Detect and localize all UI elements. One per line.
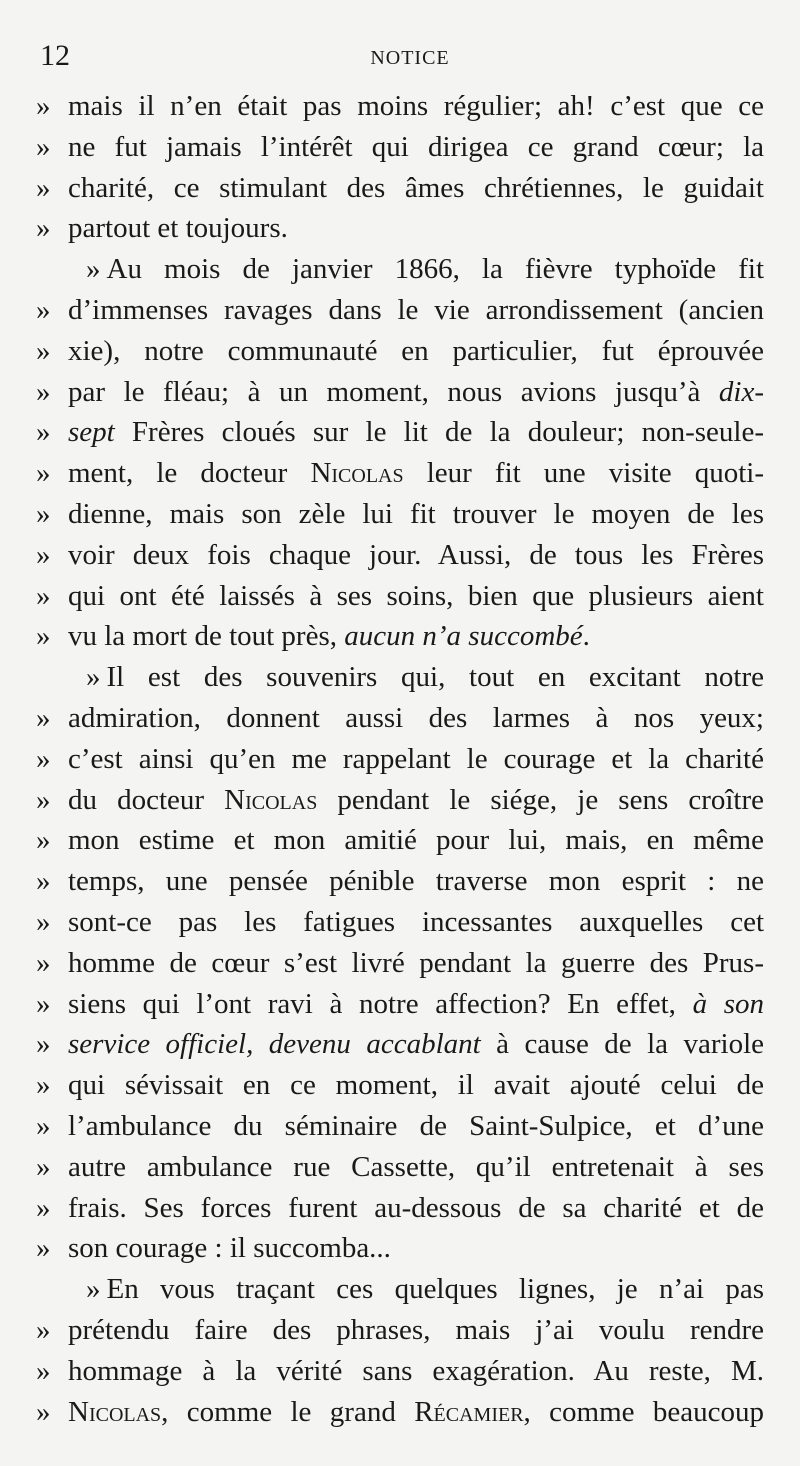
quote-mark: »: [36, 742, 51, 775]
quote-mark: »: [36, 538, 51, 571]
quote-mark: »: [36, 1313, 51, 1346]
quote-mark: »: [36, 1109, 51, 1142]
text-run: mon estime et mon amitié pour lui, mais, en même: [68, 824, 764, 857]
text-run: qui sévissait en ce moment, il avait ajouté celui de: [68, 1069, 764, 1102]
quote-mark: »: [36, 457, 51, 490]
quote-mark: »: [36, 946, 51, 979]
text-line: [36, 208, 764, 249]
text-run: son courage : il succomba...: [68, 1232, 391, 1265]
quote-mark: »: [36, 865, 51, 898]
text-line: [36, 1147, 764, 1188]
text-line: [36, 902, 764, 943]
text-line: [36, 820, 764, 861]
text-run: Frères cloués sur le lit de la douleur; non-seule-: [114, 416, 764, 449]
text-line: [36, 412, 764, 453]
text-run: partout et toujours.: [68, 212, 288, 245]
text-run: xie), notre communauté en particulier, fut éprouvée: [68, 334, 764, 367]
text-line: [36, 331, 764, 372]
quote-mark: »: [36, 1354, 51, 1387]
text-run: c’est ainsi qu’en me rappelant le courage et la charité: [68, 742, 764, 775]
text-line: [36, 1351, 764, 1392]
text-line: [36, 86, 764, 127]
italic-text: service officiel, devenu accablant: [68, 1028, 481, 1061]
quote-mark: »: [36, 212, 51, 245]
text-run: pendant le siége, je sens croître: [317, 783, 764, 816]
text-line: [36, 861, 764, 902]
quote-mark: »: [36, 293, 51, 326]
italic-text: sept: [68, 416, 115, 449]
text-line: [36, 984, 764, 1025]
quote-mark: »: [36, 1232, 51, 1265]
text-run: l’ambulance du séminaire de Saint-Sulpice, et d’une: [68, 1109, 764, 1142]
text-run: frais. Ses forces furent au-dessous de sa charité et de: [68, 1191, 764, 1224]
text-line: [36, 780, 764, 821]
text-run: siens qui l’ont ravi à notre affection? En effet,: [68, 987, 693, 1020]
text-line: [36, 290, 764, 331]
small-caps-name: Récamier: [414, 1395, 524, 1428]
page-number: 12: [40, 39, 70, 72]
quote-mark: »: [36, 416, 51, 449]
text-run: temps, une pensée pénible traverse mon esprit : ne: [68, 865, 764, 898]
text-line: [36, 739, 764, 780]
text-run: Il est des souvenirs qui, tout en excitant notre: [106, 661, 764, 694]
quote-mark: »: [36, 334, 51, 367]
text-line: [36, 453, 764, 494]
text-line: [36, 535, 764, 576]
quote-mark: »: [86, 661, 101, 694]
text-run: En vous traçant ces quelques lignes, je n’ai pas: [106, 1273, 764, 1306]
text-run: vu la mort de tout près,: [68, 620, 345, 653]
text-run: ne fut jamais l’intérêt qui dirigea ce grand cœur; la: [68, 130, 764, 163]
text-run: sont-ce pas les fatigues incessantes auxquelles cet: [68, 905, 764, 938]
text-run: hommage à la vérité sans exagération. Au reste, M.: [68, 1354, 764, 1387]
text-line: [36, 249, 764, 290]
quote-mark: »: [86, 1273, 101, 1306]
text-line: [36, 494, 764, 535]
text-line: [36, 616, 764, 657]
quote-mark: »: [36, 905, 51, 938]
text-run: admiration, donnent aussi des larmes à nos yeux;: [68, 701, 764, 734]
text-run: autre ambulance rue Cassette, qu’il entretenait à ses: [68, 1150, 764, 1183]
small-caps-name: Nicolas: [224, 783, 318, 816]
text-line: [36, 1269, 764, 1310]
text-line: [36, 1188, 764, 1229]
text-line: [36, 127, 764, 168]
quote-mark: »: [86, 253, 101, 286]
text-line: [36, 1106, 764, 1147]
text-run: à cause de la variole: [480, 1028, 764, 1061]
text-run: charité, ce stimulant des âmes chrétiennes, le guidait: [68, 171, 764, 204]
text-run: mais il n’en était pas moins régulier; ah! c’est que ce: [68, 90, 764, 122]
quote-mark: »: [36, 1191, 51, 1224]
text-run: par le fléau; à un moment, nous avions jusqu’à: [68, 375, 719, 408]
text-line: [36, 168, 764, 209]
text-run: voir deux fois chaque jour. Aussi, de tous les Frères: [68, 538, 764, 571]
quote-mark: »: [36, 171, 51, 204]
text-line: [36, 698, 764, 739]
quote-mark: »: [36, 90, 51, 122]
body-text: [36, 86, 764, 1432]
text-run: prétendu faire des phrases, mais j’ai voulu rendre: [68, 1313, 764, 1346]
text-line: [36, 576, 764, 617]
quote-mark: »: [36, 1150, 51, 1183]
text-run: , comme beaucoup: [523, 1395, 764, 1428]
text-run: Au mois de janvier 1866, la fièvre typhoïde fit: [106, 253, 764, 286]
page-header: [40, 36, 760, 76]
text-run: homme de cœur s’est livré pendant la guerre des Prus-: [68, 946, 764, 979]
italic-text: à son: [692, 987, 764, 1020]
text-line: [36, 657, 764, 698]
text-line: [36, 1065, 764, 1106]
text-line: [36, 1024, 764, 1065]
quote-mark: »: [36, 130, 51, 163]
quote-mark: »: [36, 497, 51, 530]
text-line: [36, 372, 764, 413]
text-run: du docteur: [68, 783, 225, 816]
quote-mark: »: [36, 620, 51, 653]
text-run: qui ont été laissés à ses soins, bien que plusieurs aient: [68, 579, 764, 612]
text-line: [36, 1392, 764, 1433]
running-title: NOTICE: [370, 47, 450, 69]
italic-text: aucun n’a succombé: [344, 620, 583, 653]
text-run: dienne, mais son zèle lui fit trouver le moyen de les: [68, 497, 764, 530]
quote-mark: »: [36, 783, 51, 816]
text-line: [36, 1228, 764, 1269]
text-line: [36, 1310, 764, 1351]
small-caps-name: Nicolas: [68, 1395, 162, 1428]
text-run: , comme le grand: [161, 1395, 415, 1428]
quote-mark: »: [36, 987, 51, 1020]
text-run: .: [582, 620, 590, 653]
quote-mark: »: [36, 1395, 51, 1428]
text-run: ment, le docteur: [68, 457, 311, 490]
text-run: d’immenses ravages dans le vie arrondissement (ancien: [68, 293, 764, 326]
quote-mark: »: [36, 1028, 51, 1061]
quote-mark: »: [36, 579, 51, 612]
small-caps-name: Nicolas: [310, 457, 404, 490]
quote-mark: »: [36, 1069, 51, 1102]
text-run: leur fit une visite quoti-: [403, 457, 764, 490]
italic-text: dix-: [718, 375, 764, 408]
text-line: [36, 943, 764, 984]
quote-mark: »: [36, 375, 51, 408]
quote-mark: »: [36, 701, 51, 734]
quote-mark: »: [36, 824, 51, 857]
